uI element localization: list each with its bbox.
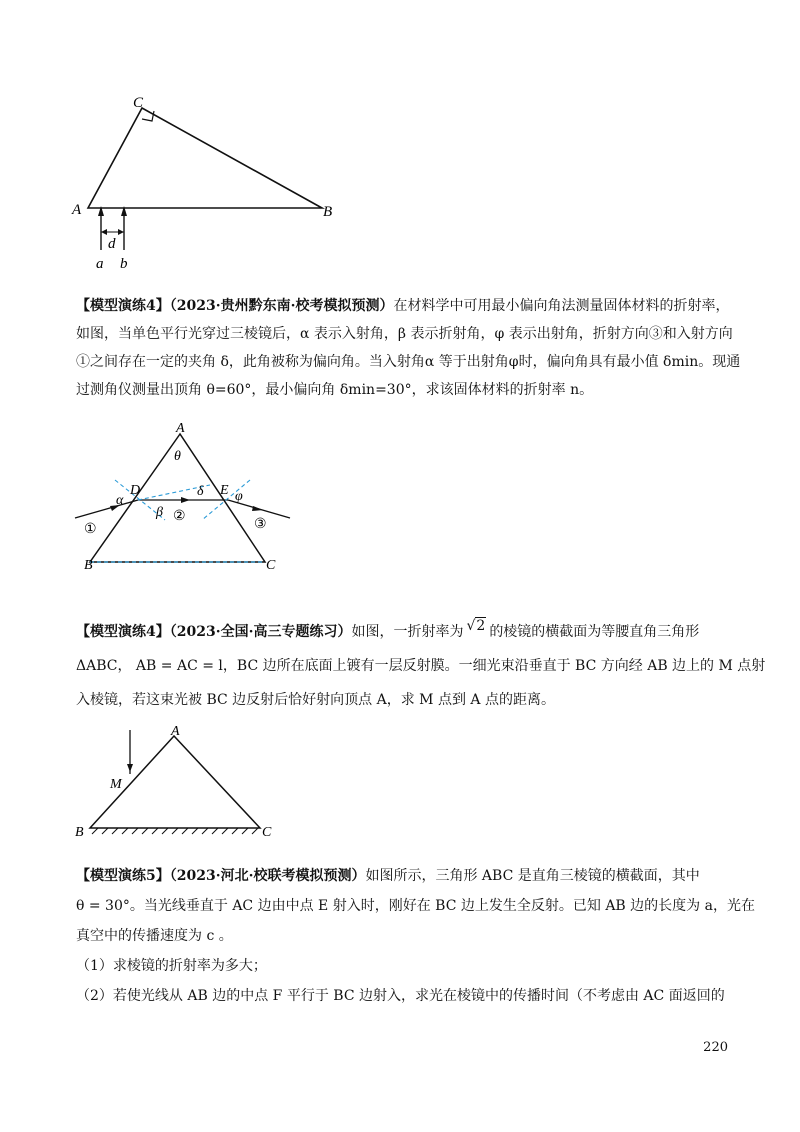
problem-1-line-3: ①之间存在一定的夹角 δ，此角被称为偏向角。当入射角α 等于出射角φ时，偏向角具有最小值 δmin。现通 [76,354,741,370]
sqrt-expression: √2 [466,618,486,634]
label-alpha: α [116,493,124,508]
sqrt-value: 2 [476,618,486,634]
problem-1-line-2: 如图，当单色平行光穿过三棱镜后，α 表示入射角，β 表示折射角，φ 表示出射角，折射方向③和入射方向 [76,326,733,342]
problem-2-source: （2023·全国·高三专题练习） [169,624,352,640]
problem-1-line-1: 在材料学中可用最小偏向角法测量固体材料的折射率， [393,298,730,314]
label-D: D [130,483,141,498]
problem-2-line-2: ΔABC， AB = AC = l，BC 边所在底面上镀有一层反射膜。一细光束沿垂直于 BC 方向经 AB 边上的 M 点射 [76,658,766,674]
label-phi: φ [235,489,243,504]
problem-2-line-3: 入棱镜，若这束光被 BC 边反射后恰好射向顶点 A，求 M 点到 A 点的距离。 [76,692,555,708]
problem-3 [76,861,755,1011]
label-theta: θ [174,449,181,464]
label-A: A [72,202,82,218]
label-ray-3: ③ [254,517,267,532]
label-delta: δ [197,484,204,499]
label-C: C [266,558,276,573]
problem-2 [76,616,766,718]
label-b: b [120,256,128,272]
page-number: 220 [703,1040,728,1055]
figure-1-right-triangle [70,90,350,275]
label-B: B [323,204,333,220]
problem-1-source: （2023·贵州黔东南·校考模拟预测） [169,298,394,314]
problem-3-line-2: θ = 30°。当光线垂直于 AC 边由中点 E 射入时，刚好在 BC 边上发生全反射。已知 AB 边的长度为 a，光在 [76,898,755,914]
problem-1 [76,292,741,404]
label-a: a [96,256,104,272]
problem-3-line-3: 真空中的传播速度为 c 。 [76,928,233,944]
label-E: E [220,483,229,498]
problem-3-source: （2023·河北·校联考模拟预测） [169,868,366,884]
label-A: A [171,724,180,739]
figure-3-triangle-mirror [70,722,290,844]
label-A: A [176,421,185,436]
problem-1-tag: 【模型演练4】 [76,298,170,314]
problem-3-question-2: （2）若使光线从 AB 边的中点 F 平行于 BC 边射入，求光在棱镜中的传播时间（不考虑由 AC 面返回的 [76,988,725,1004]
problem-3-line-1: 如图所示，三角形 ABC 是直角三棱镜的横截面，其中 [365,868,700,884]
problem-2-tag: 【模型演练4】 [76,624,170,640]
label-B: B [84,558,93,573]
label-d: d [108,236,116,252]
label-C: C [262,825,272,840]
label-ray-1: ① [84,522,97,537]
label-M: M [110,777,122,792]
problem-3-tag: 【模型演练5】 [76,868,170,884]
problem-1-line-4: 过测角仪测量出顶角 θ=60°，最小偏向角 δmin=30°，求该固体材料的折射率 n。 [76,382,594,398]
label-C: C [133,95,144,111]
problem-2-line-1b: 的棱镜的横截面为等腰直角三角形 [489,624,700,640]
label-B: B [75,825,84,840]
label-beta: β [156,505,163,520]
problem-2-line-1a: 如图，一折射率为 [351,624,464,640]
figure-2-prism [70,420,300,575]
label-ray-2: ② [173,509,186,524]
problem-3-question-1: （1）求棱镜的折射率为多大； [76,958,267,974]
